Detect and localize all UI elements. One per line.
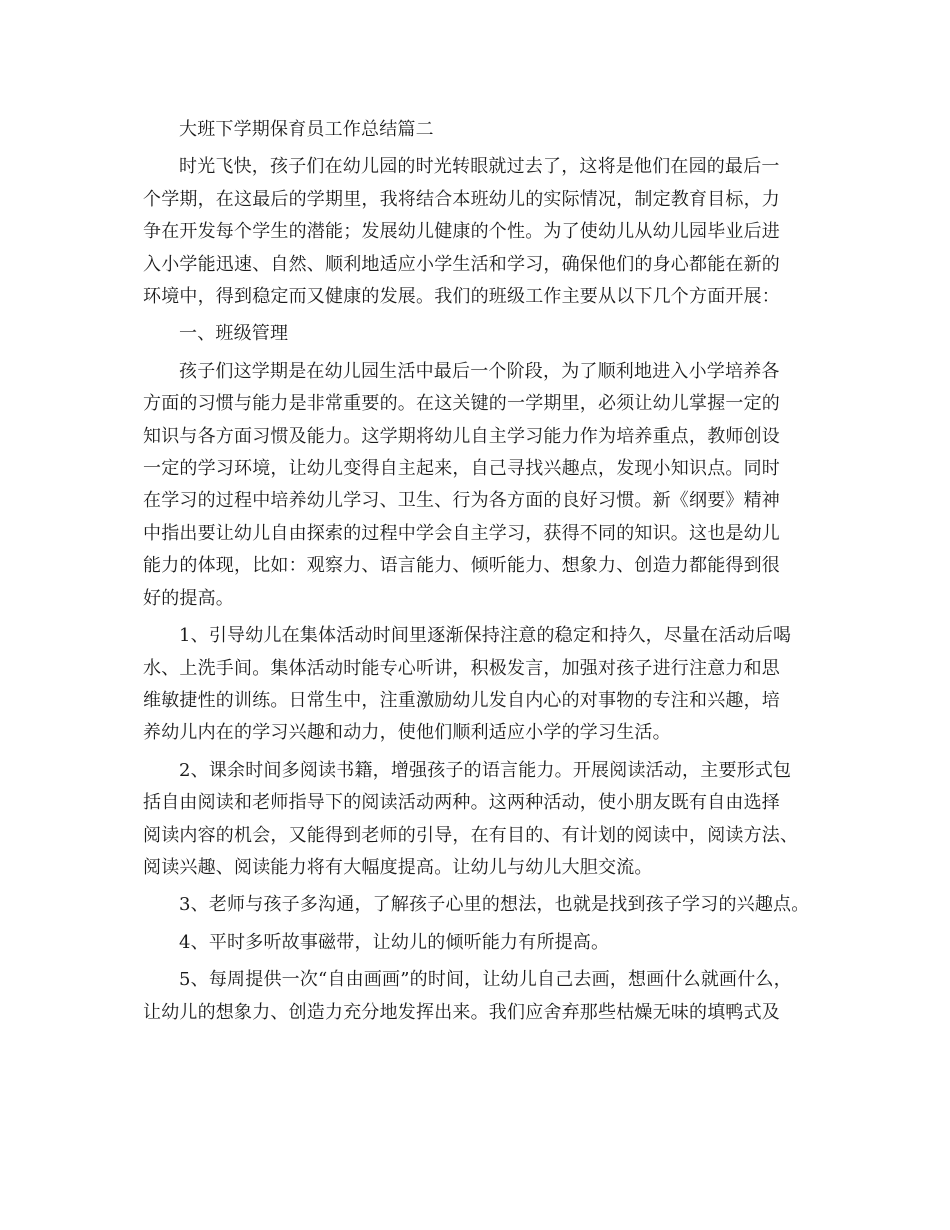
text-line: 争在开发每个学生的潜能；发展幼儿健康的个性。为了使幼儿从幼儿园毕业后进 [143,221,780,243]
text-line: 在学习的过程中培养幼儿学习、卫生、行为各方面的良好习惯。新《纲要》精神 [143,490,780,512]
text-line: 方面的习惯与能力是非常重要的。在这关键的一学期里，必须让幼儿掌握一定的 [143,393,780,415]
text-line: 括自由阅读和老师指导下的阅读活动两种。这两种活动，使小朋友既有自由选择 [143,792,780,814]
text-line: 时光飞快，孩子们在幼儿园的时光转眼就过去了，这将是他们在园的最后一 [179,156,780,178]
text-line: 好的提高。 [143,587,234,609]
text-line: 3、老师与孩子多沟通，了解孩子心里的想法，也就是找到孩子学习的兴趣点。 [179,894,810,916]
text-line: 4、平时多听故事磁带，让幼儿的倾听能力有所提高。 [179,931,610,953]
text-line: 能力的体现，比如：观察力、语言能力、倾听能力、想象力、创造力都能得到很 [143,555,780,577]
list-item [143,927,815,959]
intro-paragraph [143,151,815,313]
text-line: 1、引导幼儿在集体活动时间里逐渐保持注意的稳定和持久，尽量在活动后喝 [179,625,792,647]
section-heading [143,318,815,350]
text-line: 知识与各方面习惯及能力。这学期将幼儿自主学习能力作为培养重点，教师创设 [143,425,780,447]
text-line: 维敏捷性的训练。日常生中，注重激励幼儿发自内心的对事物的专注和兴趣，培 [143,689,780,711]
text-line: 环境中，得到稳定而又健康的发展。我们的班级工作主要从以下几个方面开展： [143,286,780,308]
text-line: 入小学能迅速、自然、顺利地适应小学生活和学习，确保他们的身心都能在新的 [143,253,780,275]
list-item [143,964,815,1029]
text-line: 一、班级管理 [179,323,289,345]
text-line: 2、课余时间多阅读书籍，增强孩子的语言能力。开展阅读活动，主要形式包 [179,759,792,781]
text-line: 让幼儿的想象力、创造力充分地发挥出来。我们应舍弃那些枯燥无味的填鸭式及 [143,1001,780,1023]
text-line: 水、上洗手间。集体活动时能专心听讲，积极发言，加强对孩子进行注意力和思 [143,657,780,679]
text-line: 一定的学习环境，让幼儿变得自主起来，自己寻找兴趣点，发现小知识点。同时 [143,458,780,480]
document-title [143,114,815,146]
list-item [143,889,815,921]
section-paragraph [143,356,815,615]
document-body [143,114,815,1034]
list-item [143,620,815,750]
text-line: 阅读内容的机会，又能得到老师的引导，在有目的、有计划的阅读中，阅读方法、 [143,824,799,846]
text-line: 大班下学期保育员工作总结篇二 [179,119,434,140]
list-item [143,755,815,885]
text-line: 个学期，在这最后的学期里，我将结合本班幼儿的实际情况，制定教育目标，力 [143,188,780,210]
text-line: 孩子们这学期是在幼儿园生活中最后一个阶段，为了顺利地进入小学培养各 [179,360,780,382]
text-line: 中指出要让幼儿自由探索的过程中学会自主学习，获得不同的知识。这也是幼儿 [143,522,780,544]
text-line: 阅读兴趣、阅读能力将有大幅度提高。让幼儿与幼儿大胆交流。 [143,856,653,878]
text-line: 养幼儿内在的学习兴趣和动力，使他们顺利适应小学的学习生活。 [143,722,671,744]
text-line: 5、每周提供一次“自由画画”的时间，让幼儿自己去画，想画什么就画什么， [179,969,792,991]
